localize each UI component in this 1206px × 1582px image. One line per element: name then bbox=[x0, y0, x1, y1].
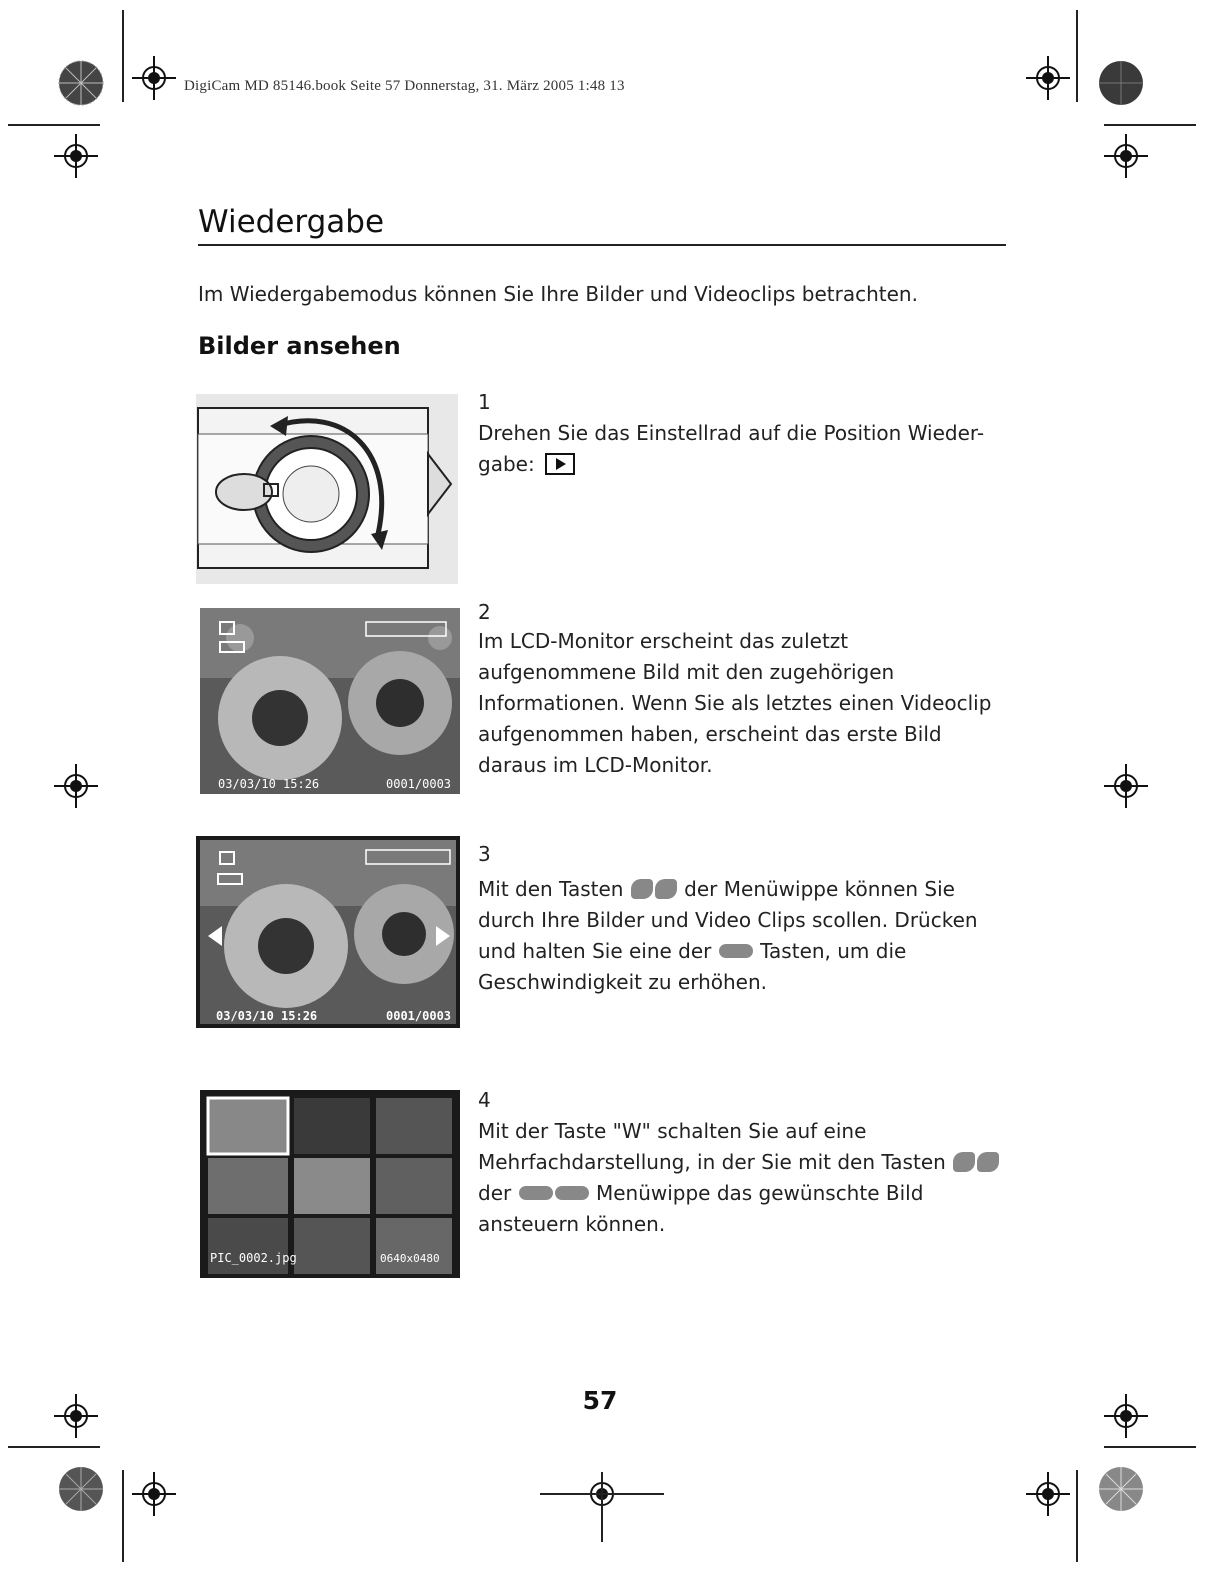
up-key-icon bbox=[519, 1186, 553, 1200]
left-key-icon bbox=[953, 1152, 975, 1172]
step-text-fragment: der Menüwippe können Sie durch Ihre Bilder und Video Clips scollen. Drücken und halten Sie eine der bbox=[478, 877, 978, 963]
thumbnail-filename: PIC_0002.jpg bbox=[210, 1251, 297, 1265]
step-text bbox=[478, 1116, 1008, 1240]
right-key-icon bbox=[977, 1152, 999, 1172]
photo-date: 03/03/10 15:26 bbox=[216, 1009, 318, 1023]
page-number: 57 bbox=[582, 1386, 618, 1415]
registration-target-icon bbox=[54, 134, 98, 178]
lcd-scroll-screen bbox=[196, 836, 460, 1028]
play-mode-icon bbox=[545, 453, 575, 475]
color-registration-icon bbox=[58, 60, 104, 106]
color-registration-icon bbox=[1098, 60, 1144, 106]
step-text: Im LCD-Monitor erscheint das zuletzt aufgenommene Bild mit den zugehörigen Informationen. Wenn Sie als letztes einen Videoclip aufgenommen haben, erscheint das erste Bild daraus im LCD-Monitor. bbox=[478, 629, 992, 777]
step-text-fragment: Tasten, um die Geschwindigkeit zu erhöhen. bbox=[478, 939, 907, 994]
registration-target-icon bbox=[1104, 134, 1148, 178]
step-text-line: Drehen Sie das Einstellrad auf die Position Wieder- bbox=[478, 421, 985, 445]
photo-counter: 0001/0003 bbox=[386, 1009, 452, 1023]
step-number: 2 bbox=[478, 600, 491, 624]
print-header: DigiCam MD 85146.book Seite 57 Donnerstag, 31. März 2005 1:48 13 bbox=[184, 78, 625, 94]
key-icon bbox=[719, 944, 753, 958]
registration-target-icon bbox=[132, 56, 176, 100]
crop-mark bbox=[1076, 1470, 1078, 1562]
crop-mark bbox=[122, 10, 124, 102]
camera-dial-illustration bbox=[196, 394, 458, 584]
title-rule bbox=[198, 244, 1006, 246]
section-subheading: Bilder ansehen bbox=[198, 332, 401, 360]
photo-date: 03/03/10 15:26 bbox=[218, 777, 320, 791]
left-key-icon bbox=[631, 879, 653, 899]
registration-target-icon bbox=[1104, 1394, 1148, 1438]
registration-target-icon bbox=[1104, 764, 1148, 808]
crop-mark bbox=[8, 124, 100, 126]
registration-target-icon bbox=[132, 1472, 176, 1516]
registration-target-icon bbox=[1026, 1472, 1070, 1516]
crop-mark bbox=[601, 1472, 603, 1542]
step-text bbox=[478, 418, 1008, 480]
photo-counter: 0001/0003 bbox=[386, 777, 452, 791]
right-key-icon bbox=[655, 879, 677, 899]
crop-mark bbox=[8, 1446, 100, 1448]
lcd-photo-screen bbox=[200, 608, 460, 794]
crop-mark bbox=[1104, 1446, 1196, 1448]
step-number: 1 bbox=[478, 390, 491, 414]
down-key-icon bbox=[555, 1186, 589, 1200]
crop-mark bbox=[122, 1470, 124, 1562]
registration-target-icon bbox=[1026, 56, 1070, 100]
color-registration-icon bbox=[58, 1466, 104, 1512]
color-registration-icon bbox=[1098, 1466, 1144, 1512]
step-text-fragment: der bbox=[478, 1181, 512, 1205]
step-number: 4 bbox=[478, 1088, 491, 1112]
registration-target-icon bbox=[54, 1394, 98, 1438]
step-text-fragment: Mit der Taste "W" schalten Sie auf eine Mehrfachdarstellung, in der Sie mit den Tasten bbox=[478, 1119, 946, 1174]
crop-mark bbox=[1104, 124, 1196, 126]
page-title: Wiedergabe bbox=[198, 204, 385, 240]
step-text-fragment: gabe: bbox=[478, 452, 535, 476]
step-text-fragment: Menüwippe das gewünschte Bild ansteuern können. bbox=[478, 1181, 924, 1236]
intro-text: Im Wiedergabemodus können Sie Ihre Bilder und Videoclips betrachten. bbox=[198, 282, 918, 306]
registration-target-icon bbox=[54, 764, 98, 808]
lcd-thumbnail-grid bbox=[200, 1090, 460, 1278]
step-text-line bbox=[478, 449, 1008, 480]
crop-mark bbox=[1076, 10, 1078, 102]
step-text-fragment: Mit den Tasten bbox=[478, 877, 624, 901]
step-number: 3 bbox=[478, 842, 491, 866]
step-text bbox=[478, 874, 1008, 998]
thumbnail-resolution: 0640x0480 bbox=[380, 1252, 440, 1265]
